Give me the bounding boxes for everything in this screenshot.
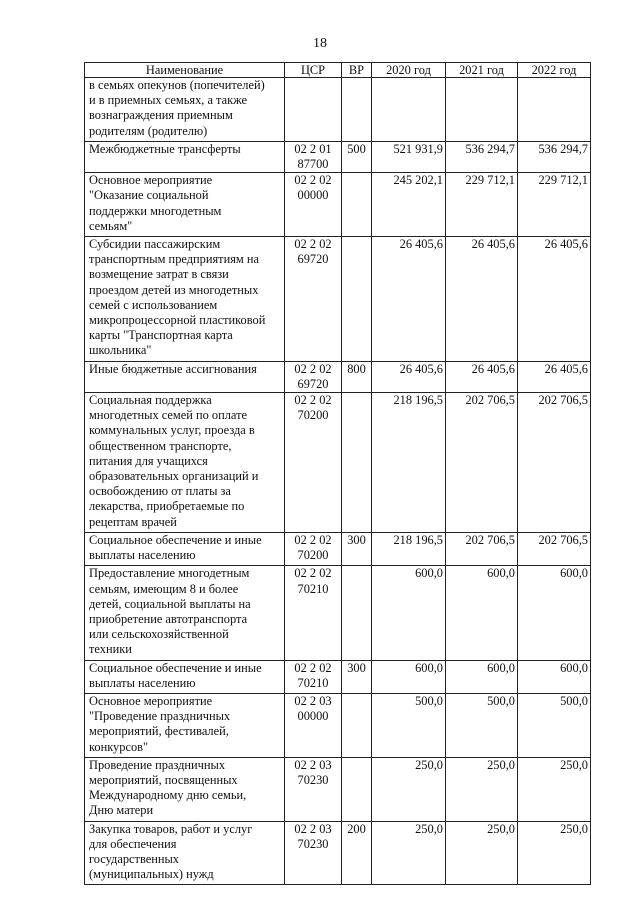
cell-csr	[285, 532, 342, 565]
cell-2022: 600,0	[518, 566, 591, 660]
cell-csr-text: 02 2 03 70230	[294, 821, 332, 851]
cell-csr-text: 02 2 02 69720	[294, 361, 332, 391]
cell-2022: 536 294,7	[518, 141, 591, 172]
cell-name-text: Закупка товаров, работ и услуг для обеспечения государственных (муниципальных) нужд	[89, 821, 253, 882]
cell-csr	[285, 393, 342, 533]
cell-2020: 250,0	[372, 821, 446, 885]
cell-name-text: Межбюджетные трансферты	[89, 141, 241, 156]
cell-name-text: Социальная поддержка многодетных семей по оплате коммунальных услуг, проезда в общественном транспорте, питания для учащихся образовательных организаций и освобождению от платы за лекарства, приобретаемые по рецептам врачей	[89, 393, 259, 529]
table-row	[85, 237, 591, 362]
cell-csr	[285, 566, 342, 660]
cell-2022: 229 712,1	[518, 173, 591, 237]
cell-csr-text: 02 2 02 70200	[294, 532, 332, 563]
header-vr: ВР	[342, 63, 372, 78]
cell-csr	[285, 78, 342, 142]
cell-name	[85, 237, 285, 362]
table-header-row	[85, 63, 591, 78]
cell-name-text: Субсидии пассажирским транспортным предприятиям на возмещение затрат в связи проездом детей из многодетных семей с использованием микропроцессорной пластиковой карты "Транспортная карта школьника"	[89, 237, 266, 358]
cell-2021: 600,0	[446, 660, 518, 693]
header-2021: 2021 год	[446, 63, 518, 78]
table-body	[85, 78, 591, 885]
cell-csr	[285, 660, 342, 693]
cell-2021: 229 712,1	[446, 173, 518, 237]
cell-2021: 250,0	[446, 821, 518, 885]
cell-name	[85, 361, 285, 392]
cell-vr	[342, 237, 372, 362]
cell-vr: 300	[342, 532, 372, 565]
cell-name-text: Иные бюджетные ассигнования	[89, 361, 257, 376]
cell-vr	[342, 693, 372, 757]
cell-csr-text: 02 2 02 70210	[294, 660, 332, 690]
cell-name-text: Основное мероприятие "Оказание социальной поддержки многодетным семьям"	[89, 173, 222, 233]
cell-2021: 250,0	[446, 757, 518, 821]
header-2022: 2022 год	[518, 63, 591, 78]
cell-2020: 600,0	[372, 566, 446, 660]
cell-csr-text: 02 2 02 70200	[294, 393, 332, 423]
table-row	[85, 660, 591, 693]
cell-2022: 600,0	[518, 660, 591, 693]
table-row	[85, 393, 591, 533]
cell-2022: 26 405,6	[518, 361, 591, 392]
cell-2021	[446, 78, 518, 142]
cell-vr	[342, 173, 372, 237]
cell-name	[85, 566, 285, 660]
table-row	[85, 757, 591, 821]
cell-2020: 600,0	[372, 660, 446, 693]
table-row	[85, 566, 591, 660]
cell-name-text: Предоставление многодетным семьям, имеющим 8 и более детей, социальной выплаты на приобретение автотранспорта или сельскохозяйственной техники	[89, 566, 251, 657]
cell-2020: 521 931,9	[372, 141, 446, 172]
cell-2022	[518, 78, 591, 142]
cell-name	[85, 821, 285, 885]
cell-csr-text: 02 2 03 70230	[294, 757, 332, 787]
cell-2022: 500,0	[518, 693, 591, 757]
cell-name-text: Основное мероприятие "Проведение праздничных мероприятий, фестивалей, конкурсов"	[89, 693, 231, 754]
header-csr: ЦСР	[285, 63, 342, 78]
cell-name	[85, 757, 285, 821]
table-row	[85, 78, 591, 142]
cell-2020	[372, 78, 446, 142]
cell-vr	[342, 393, 372, 533]
cell-vr: 800	[342, 361, 372, 392]
cell-2020: 500,0	[372, 693, 446, 757]
header-name: Наименование	[85, 63, 285, 78]
table-row	[85, 173, 591, 237]
cell-2022: 202 706,5	[518, 393, 591, 533]
cell-csr	[285, 141, 342, 172]
cell-vr: 300	[342, 660, 372, 693]
cell-vr	[342, 566, 372, 660]
cell-2022: 250,0	[518, 821, 591, 885]
cell-csr	[285, 757, 342, 821]
cell-2021: 26 405,6	[446, 361, 518, 392]
cell-csr	[285, 693, 342, 757]
cell-2020: 245 202,1	[372, 173, 446, 237]
cell-csr	[285, 237, 342, 362]
cell-name	[85, 393, 285, 533]
cell-2020: 26 405,6	[372, 237, 446, 362]
cell-name-text: Проведение праздничных мероприятий, посвященных Международному дню семьи, Дню матери	[89, 757, 247, 818]
cell-2021: 500,0	[446, 693, 518, 757]
cell-2021: 600,0	[446, 566, 518, 660]
cell-csr-text: 02 2 01 87700	[294, 141, 332, 172]
cell-csr-text: 02 2 02 69720	[294, 237, 332, 267]
table-row	[85, 693, 591, 757]
page-number: 18	[313, 36, 327, 51]
table-row	[85, 532, 591, 565]
cell-csr-text: 02 2 02 70210	[294, 566, 332, 596]
cell-vr	[342, 757, 372, 821]
cell-2021: 26 405,6	[446, 237, 518, 362]
cell-vr	[342, 78, 372, 142]
cell-2022: 202 706,5	[518, 532, 591, 565]
budget-table	[84, 62, 591, 885]
header-2020: 2020 год	[372, 63, 446, 78]
cell-2020: 218 196,5	[372, 532, 446, 565]
cell-name	[85, 693, 285, 757]
cell-csr	[285, 821, 342, 885]
table-row	[85, 821, 591, 885]
cell-2020: 218 196,5	[372, 393, 446, 533]
cell-name	[85, 78, 285, 142]
cell-name-text: Социальное обеспечение и иные выплаты населению	[89, 532, 262, 563]
cell-name	[85, 660, 285, 693]
cell-2022: 250,0	[518, 757, 591, 821]
cell-csr-text: 02 2 03 00000	[294, 693, 332, 724]
cell-csr	[285, 173, 342, 237]
cell-name	[85, 141, 285, 172]
cell-2020: 250,0	[372, 757, 446, 821]
cell-csr-text: 02 2 02 00000	[294, 173, 332, 203]
cell-2021: 536 294,7	[446, 141, 518, 172]
cell-csr	[285, 361, 342, 392]
cell-vr: 200	[342, 821, 372, 885]
cell-2022: 26 405,6	[518, 237, 591, 362]
table-row	[85, 141, 591, 172]
cell-name-text: в семьях опекунов (попечителей) и в приемных семьях, а также вознаграждения приемным родителям (родителю)	[89, 78, 265, 138]
cell-2020: 26 405,6	[372, 361, 446, 392]
table-row	[85, 361, 591, 392]
cell-2021: 202 706,5	[446, 532, 518, 565]
cell-2021: 202 706,5	[446, 393, 518, 533]
cell-name-text: Социальное обеспечение и иные выплаты населению	[89, 660, 262, 690]
cell-name	[85, 532, 285, 565]
cell-vr: 500	[342, 141, 372, 172]
cell-name	[85, 173, 285, 237]
